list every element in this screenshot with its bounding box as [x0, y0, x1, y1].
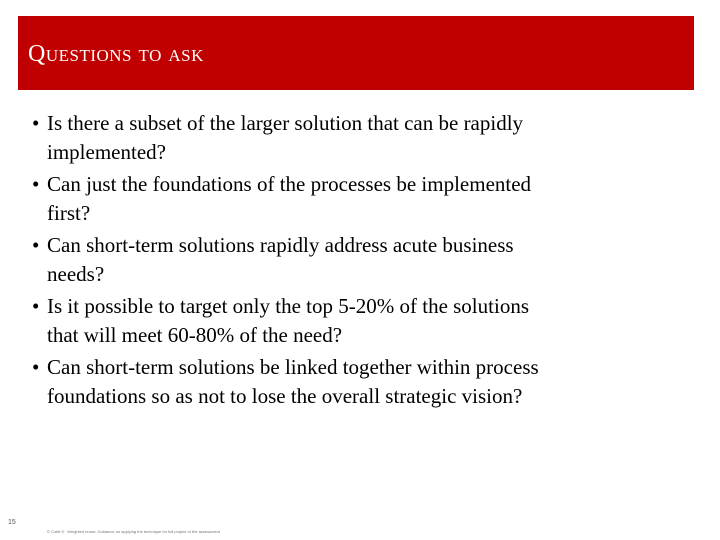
title-bar — [18, 16, 694, 90]
bullet-item — [28, 292, 548, 350]
footer-note: © Cobit 5 · Weighted reuse: Guidance on applying the technique for full project of the assessment — [47, 529, 220, 534]
bullet-text: Can just the foundations of the processes be implemented first? — [47, 172, 532, 225]
bullet-item — [28, 170, 548, 228]
bullet-marker: • — [32, 111, 40, 135]
slide-title: Questions to ask — [28, 41, 204, 67]
bullet-marker: • — [32, 294, 40, 318]
bullet-item — [28, 353, 548, 411]
slide-number: 15 — [8, 519, 16, 526]
bullet-text: Can short-term solutions be linked together within process foundations so as not to lose the overall strategic vision? — [47, 355, 539, 408]
bullet-item — [28, 231, 548, 289]
bullet-marker: • — [32, 233, 40, 257]
bullet-marker: • — [32, 172, 40, 196]
bullet-item — [28, 109, 548, 167]
bullet-text: Is it possible to target only the top 5-20% of the solutions that will meet 60-80% of the need? — [47, 294, 529, 347]
bullet-list — [28, 109, 548, 414]
bullet-marker: • — [32, 355, 40, 379]
bullet-text: Can short-term solutions rapidly address acute business needs? — [47, 233, 514, 286]
bullet-text: Is there a subset of the larger solution that can be rapidly implemented? — [47, 111, 524, 164]
